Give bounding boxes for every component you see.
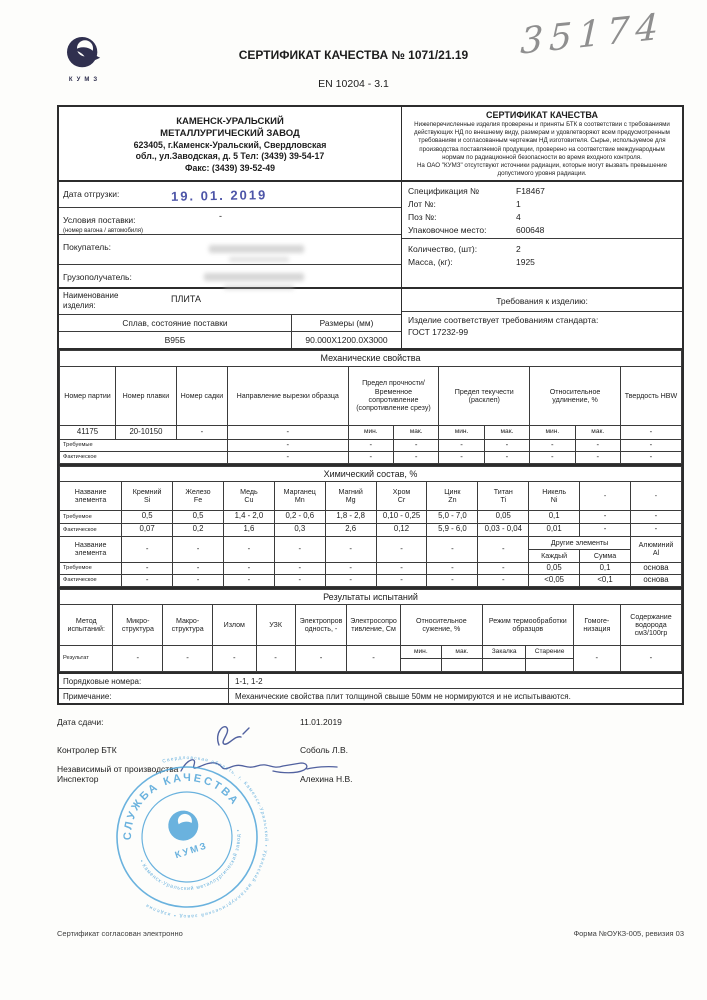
max-label: мак. xyxy=(393,425,438,439)
col-heat-treatment: Режим термообработки образцов xyxy=(482,605,573,646)
standard-compliance-text: Изделие соответствует требованиям стандарта: xyxy=(408,315,599,326)
col-empty: - xyxy=(580,481,631,510)
ship-date-label: Дата отгрузки: xyxy=(63,189,120,200)
table-row xyxy=(60,351,682,366)
stamp-arc-bottom-text: • Каменск-Уральский металлургический завод • xyxy=(137,828,243,893)
table-cell: - xyxy=(348,439,393,451)
chem-title: Химический состав, % xyxy=(60,466,682,481)
element-name: Марганец xyxy=(283,487,316,496)
qty-label: Количество, (шт): xyxy=(408,244,478,255)
handwritten-number: 35174 xyxy=(520,6,666,63)
sum-req: 0,1 xyxy=(580,562,631,574)
element-symbol: Mg xyxy=(345,495,356,504)
manufacturer-block xyxy=(59,107,402,180)
note-row xyxy=(59,689,682,703)
statement-body2: На ОАО "КУМЗ" отсутствуют источники радиации, которые могут вызвать превышение допустимого уровня радиации. xyxy=(416,161,668,178)
element-name: Никель xyxy=(542,487,567,496)
company-address-line2: обл., ул.Заводская, д. 5 Тел: (3439) 39-54-17 xyxy=(135,151,325,162)
req-value: 1,8 - 2,8 xyxy=(325,510,376,523)
buyer-row xyxy=(59,235,401,265)
element-symbol: Cr xyxy=(397,495,406,504)
table-cell: - xyxy=(176,425,227,439)
table-row xyxy=(60,466,682,481)
tests-title: Результаты испытаний xyxy=(60,589,682,604)
table-cell: - xyxy=(530,451,575,463)
lot-row xyxy=(408,198,676,211)
col-element xyxy=(274,481,325,510)
product-name-label: Наименование изделия: xyxy=(63,291,119,310)
aging-header: Старение xyxy=(526,646,573,659)
col-microstructure: Микро-структура xyxy=(113,605,163,646)
req-value: 1,4 - 2,0 xyxy=(223,510,274,523)
element-name-header: Название элемента xyxy=(60,536,122,562)
element-name: Медь xyxy=(240,487,258,496)
table-cell: - xyxy=(484,439,529,451)
table-cell: - xyxy=(580,510,631,523)
quality-statement xyxy=(402,107,682,180)
product-block xyxy=(59,289,402,348)
required-row-label: Требуемое xyxy=(60,562,122,574)
note-value: Механические свойства плит толщиной свыше 50мм не нормируются и не испытываются. xyxy=(235,691,571,701)
col-element xyxy=(122,481,173,510)
col-element xyxy=(529,481,580,510)
company-address-line3: Факс: (3439) 39-52-49 xyxy=(184,162,276,173)
table-cell: - xyxy=(223,536,274,562)
product-name-row xyxy=(59,289,401,315)
handover-date-label: Дата сдачи: xyxy=(57,717,104,728)
min-label: мин. xyxy=(530,425,575,439)
empty-cell xyxy=(400,659,441,672)
delivery-terms-label: Условия поставки: xyxy=(63,215,136,226)
col-hydrogen: Содержание водорода см3/100гр xyxy=(620,605,681,646)
table-cell: - xyxy=(348,451,393,463)
inspector-label-line2: Инспектор xyxy=(57,774,99,785)
col-element xyxy=(325,481,376,510)
table-cell: - xyxy=(427,574,478,586)
element-name-header: Название элемента xyxy=(60,481,122,510)
pos-label: Поз №: xyxy=(408,211,437,222)
batch-value: 41175 xyxy=(60,425,116,439)
empty-cell xyxy=(441,659,482,672)
inspector-name: Алехина Н.В. xyxy=(300,774,353,785)
alloy-header: Сплав, состояние поставки xyxy=(59,315,292,331)
redacted-consignee2 xyxy=(224,285,294,290)
table-cell: - xyxy=(427,562,478,574)
act-value: 0,2 xyxy=(173,523,224,536)
size-value: 90.000X1200.0X3000 xyxy=(305,335,388,346)
sum-act: <0,1 xyxy=(580,574,631,586)
stamp-center-caption: КУМЗ xyxy=(173,840,210,862)
size-header: Размеры (мм) xyxy=(319,318,374,329)
min-label: мин. xyxy=(348,425,393,439)
element-name: Хром xyxy=(392,487,411,496)
table-row xyxy=(60,536,682,549)
document-header xyxy=(0,0,707,105)
act-value: 0,03 - 0,04 xyxy=(478,523,529,536)
col-element xyxy=(376,481,427,510)
result-row-label: Результат xyxy=(60,646,113,672)
table-cell: - xyxy=(484,451,529,463)
inspector-label-line1: Независимый от производства xyxy=(57,764,179,775)
statement-body: Нижеперечисленные изделия проверены и приняты БТК в соответствии с требованиями действующих НД по внешнему виду, размерам и удовлетворяют всем предусмотренным требованиям и согласованным чертежам НД изготовителя. Сырье, используемое для производства поставляемой продукции, проверено на соответствие международным нормам по радиационной безопасности во время входного контроля. xyxy=(414,121,670,161)
requirements-block xyxy=(402,289,682,348)
act-value: 0,3 xyxy=(274,523,325,536)
req-value: 0,1 xyxy=(529,510,580,523)
spec-box xyxy=(402,182,682,239)
serial-label: Порядковые номера: xyxy=(59,674,229,688)
req-value: 0,05 xyxy=(478,510,529,523)
table-cell: - xyxy=(325,562,376,574)
act-value: 0,07 xyxy=(122,523,173,536)
company-name-line1: КАМЕНСК-УРАЛЬСКИЙ xyxy=(176,116,284,127)
shipping-fields xyxy=(59,182,402,287)
table-cell: - xyxy=(274,562,325,574)
required-row-label: Требуемые xyxy=(60,439,228,451)
req-value: 0,5 xyxy=(122,510,173,523)
product-name-value: ПЛИТА xyxy=(171,294,202,305)
col-melt: Номер плавки xyxy=(115,366,176,425)
act-value: 2,6 xyxy=(325,523,376,536)
note-label: Примечание: xyxy=(59,689,229,703)
other-elements-header: Другие элементы xyxy=(529,536,631,549)
pack-value: 600648 xyxy=(516,224,545,235)
element-name: Титан xyxy=(493,487,513,496)
table-cell: - xyxy=(173,562,224,574)
element-symbol: Zn xyxy=(448,495,457,504)
requirements-body xyxy=(402,312,682,341)
table-cell: - xyxy=(122,574,173,586)
table-cell: - xyxy=(274,536,325,562)
al-req: основа xyxy=(630,562,681,574)
table-row xyxy=(60,481,682,510)
al-act: основа xyxy=(630,574,681,586)
table-cell: - xyxy=(347,646,400,672)
table-row xyxy=(60,574,682,586)
act-value: 0,01 xyxy=(529,523,580,536)
col-homogenization: Гомоге-низация xyxy=(573,605,620,646)
controller-label: Контролер БТК xyxy=(57,745,117,756)
col-element xyxy=(427,481,478,510)
ship-date-stamp: 19. 01. 2019 xyxy=(170,187,268,205)
title-block xyxy=(0,48,707,90)
col-conductivity: Электропроводность, - xyxy=(295,605,347,646)
table-cell: - xyxy=(227,439,348,451)
table-cell: - xyxy=(630,523,681,536)
spec-value: F18467 xyxy=(516,186,545,197)
table-cell: - xyxy=(393,451,438,463)
each-req: 0,05 xyxy=(529,562,580,574)
handover-date-row xyxy=(57,717,684,727)
element-symbol: Al xyxy=(652,549,660,558)
delivery-terms-value: - xyxy=(219,211,222,222)
col-element xyxy=(478,481,529,510)
mechanical-properties-table xyxy=(59,350,682,463)
aluminium-header xyxy=(630,536,681,562)
element-name: Магний xyxy=(338,487,363,496)
element-symbol: Cu xyxy=(244,495,254,504)
table-cell: - xyxy=(376,562,427,574)
redacted-consignee xyxy=(204,273,304,281)
table-cell: - xyxy=(530,439,575,451)
element-name: Алюминий xyxy=(638,541,674,550)
req-value: 0,10 - 0,25 xyxy=(376,510,427,523)
act-value: 0,12 xyxy=(376,523,427,536)
lot-value: 1 xyxy=(516,199,521,210)
qty-row xyxy=(408,243,676,256)
table-cell: - xyxy=(122,562,173,574)
section-shipping-order xyxy=(59,182,682,289)
signoff-block xyxy=(57,705,684,917)
spec-label: Спецификация № xyxy=(408,186,480,197)
col-method: Метод испытаний: xyxy=(60,605,113,646)
col-macrostructure: Макро-структура xyxy=(163,605,213,646)
page-footer xyxy=(57,929,684,938)
act-value: 5,9 - 6,0 xyxy=(427,523,478,536)
col-elongation: Относительное удлинение, % xyxy=(530,366,621,425)
min-label: мин. xyxy=(400,646,441,659)
table-cell: - xyxy=(376,574,427,586)
ship-date-row xyxy=(59,182,401,208)
section-product xyxy=(59,289,682,350)
buyer-label: Покупатель: xyxy=(63,242,112,253)
mass-label: Масса, (кг): xyxy=(408,257,453,268)
table-row xyxy=(60,425,682,439)
max-label: мак. xyxy=(575,425,620,439)
element-symbol: Si xyxy=(143,495,151,504)
delivery-terms-row xyxy=(59,208,401,235)
col-batch: Номер партии xyxy=(60,366,116,425)
certificate-body xyxy=(57,105,684,705)
table-cell: - xyxy=(439,451,484,463)
table-cell: - xyxy=(223,562,274,574)
pos-row xyxy=(408,211,676,224)
table-row xyxy=(60,646,682,659)
table-cell: - xyxy=(223,574,274,586)
stamp-outer-ring-text: Свердловская область, г. Каменск-Уральский • Уральский металлургический завод • изделия xyxy=(144,756,269,919)
stamp-arc-top-text: СЛУЖБА КАЧЕСТВА xyxy=(121,772,242,841)
table-row xyxy=(60,366,682,425)
table-cell: - xyxy=(620,646,681,672)
table-row xyxy=(60,605,682,646)
table-cell: - xyxy=(376,536,427,562)
required-row-label: Требуемое xyxy=(60,510,122,523)
table-cell: - xyxy=(173,536,224,562)
delivery-terms-note: (номер вагона / автомобиля) xyxy=(63,228,144,235)
mechanical-properties-section xyxy=(59,350,682,465)
table-cell: - xyxy=(122,536,173,562)
actual-row-label: Фактическое xyxy=(60,523,122,536)
alloy-size-values xyxy=(59,332,401,348)
table-row xyxy=(60,510,682,523)
element-name: Цинк xyxy=(444,487,461,496)
chemical-composition-section xyxy=(59,466,682,589)
handover-date-value: 11.01.2019 xyxy=(300,717,342,728)
table-cell: - xyxy=(325,574,376,586)
table-cell: - xyxy=(620,439,681,451)
min-label: мин. xyxy=(439,425,484,439)
actual-row-label: Фактическое xyxy=(60,574,122,586)
element-name: Кремний xyxy=(132,487,162,496)
company-address-line1: 623405, г.Каменск-Уральский, Свердловская xyxy=(133,139,327,150)
mass-row xyxy=(408,256,676,269)
element-symbol: Fe xyxy=(193,495,203,504)
table-cell: - xyxy=(212,646,256,672)
spec-row xyxy=(408,185,676,198)
empty-cell xyxy=(526,659,573,672)
table-cell: - xyxy=(295,646,347,672)
col-hardness: Твердость HBW xyxy=(620,366,681,425)
table-cell: - xyxy=(575,439,620,451)
empty-cell xyxy=(482,659,526,672)
pack-label: Упаковочное место: xyxy=(408,224,487,235)
col-element xyxy=(173,481,224,510)
table-cell: - xyxy=(620,451,681,463)
table-row xyxy=(60,562,682,574)
table-cell: - xyxy=(478,562,529,574)
col-strength: Предел прочности/ Временное сопротивление (сопротивление срезу) xyxy=(348,366,439,425)
col-resistivity: Электросопротивление, См xyxy=(347,605,400,646)
logo-caption: КУМЗ xyxy=(68,77,102,83)
table-cell: - xyxy=(113,646,163,672)
standard-compliance-value: ГОСТ 17232-99 xyxy=(408,326,469,337)
pos-value: 4 xyxy=(516,211,521,222)
qty-box xyxy=(402,239,682,287)
footer-right: Форма №ОУКЗ-005, ревизия 03 xyxy=(573,929,684,939)
standard-reference: EN 10204 - 3.1 xyxy=(318,78,389,90)
sum-header: Сумма xyxy=(580,549,631,562)
company-name-line2: МЕТАЛЛУРГИЧЕСКИЙ ЗАВОД xyxy=(160,127,300,139)
table-cell: - xyxy=(256,646,295,672)
each-header: Каждый xyxy=(529,549,580,562)
serial-value: 1-1, 1-2 xyxy=(235,676,263,686)
col-contraction: Относительное сужение, % xyxy=(400,605,482,646)
each-act: <0,05 xyxy=(529,574,580,586)
serial-numbers-row xyxy=(59,674,682,689)
table-cell: - xyxy=(393,439,438,451)
req-value: 0,2 - 0,6 xyxy=(274,510,325,523)
table-cell: - xyxy=(227,425,348,439)
alloy-value: В95Б xyxy=(59,332,292,348)
req-value: 5,0 - 7,0 xyxy=(427,510,478,523)
req-value: 0,5 xyxy=(173,510,224,523)
actual-row-label: Фактическое xyxy=(60,451,228,463)
table-cell: - xyxy=(439,439,484,451)
table-cell: - xyxy=(478,536,529,562)
col-sadka: Номер садки xyxy=(176,366,227,425)
table-cell: - xyxy=(580,523,631,536)
test-results-section xyxy=(59,589,682,674)
col-element xyxy=(223,481,274,510)
controller-signature xyxy=(209,721,261,751)
element-symbol: Ti xyxy=(500,495,507,504)
table-cell: - xyxy=(427,536,478,562)
table-cell: - xyxy=(478,574,529,586)
footer-left: Сертификат согласован электронно xyxy=(57,929,183,939)
col-yield: Предел текучести (расклеп) xyxy=(439,366,530,425)
quality-stamp xyxy=(87,749,287,929)
chemical-composition-table xyxy=(59,466,682,587)
melt-value: 20-10150 xyxy=(115,425,176,439)
table-row xyxy=(60,439,682,451)
element-name: Железо xyxy=(185,487,211,496)
act-value: 1,6 xyxy=(223,523,274,536)
table-cell: - xyxy=(573,646,620,672)
table-cell: - xyxy=(630,510,681,523)
section-company-statement xyxy=(59,107,682,182)
table-cell: - xyxy=(575,451,620,463)
certificate-title: СЕРТИФИКАТ КАЧЕСТВА № 1071/21.19 xyxy=(238,48,469,62)
alloy-size-header xyxy=(59,315,401,332)
element-symbol: Ni xyxy=(550,495,558,504)
table-cell: - xyxy=(163,646,213,672)
max-label: мак. xyxy=(441,646,482,659)
consignee-label: Грузополучатель: xyxy=(63,272,132,283)
table-cell: - xyxy=(274,574,325,586)
table-row xyxy=(60,451,682,463)
col-empty: - xyxy=(630,481,681,510)
order-fields xyxy=(402,182,682,287)
mass-value: 1925 xyxy=(516,257,535,268)
element-symbol: Mn xyxy=(294,495,305,504)
statement-title: СЕРТИФИКАТ КАЧЕСТВА xyxy=(485,110,598,120)
redacted-buyer xyxy=(209,245,304,253)
table-row xyxy=(60,589,682,604)
table-cell: - xyxy=(227,451,348,463)
test-results-table xyxy=(59,589,682,672)
controller-name: Соболь Л.В. xyxy=(300,745,348,756)
requirements-title: Требования к изделию: xyxy=(402,289,682,312)
col-fracture: Излом xyxy=(212,605,256,646)
col-direction: Направление вырезки образца xyxy=(227,366,348,425)
redacted-buyer2 xyxy=(229,257,289,262)
table-row xyxy=(60,523,682,536)
qty-value: 2 xyxy=(516,244,521,255)
lot-label: Лот №: xyxy=(408,199,436,210)
mech-title: Механические свойства xyxy=(60,351,682,366)
pack-row xyxy=(408,224,676,237)
table-cell: - xyxy=(325,536,376,562)
max-label: мак. xyxy=(484,425,529,439)
quench-header: Закалка xyxy=(482,646,526,659)
table-cell: - xyxy=(620,425,681,439)
col-ultrasonic: УЗК xyxy=(256,605,295,646)
table-cell: - xyxy=(173,574,224,586)
consignee-row xyxy=(59,265,401,287)
